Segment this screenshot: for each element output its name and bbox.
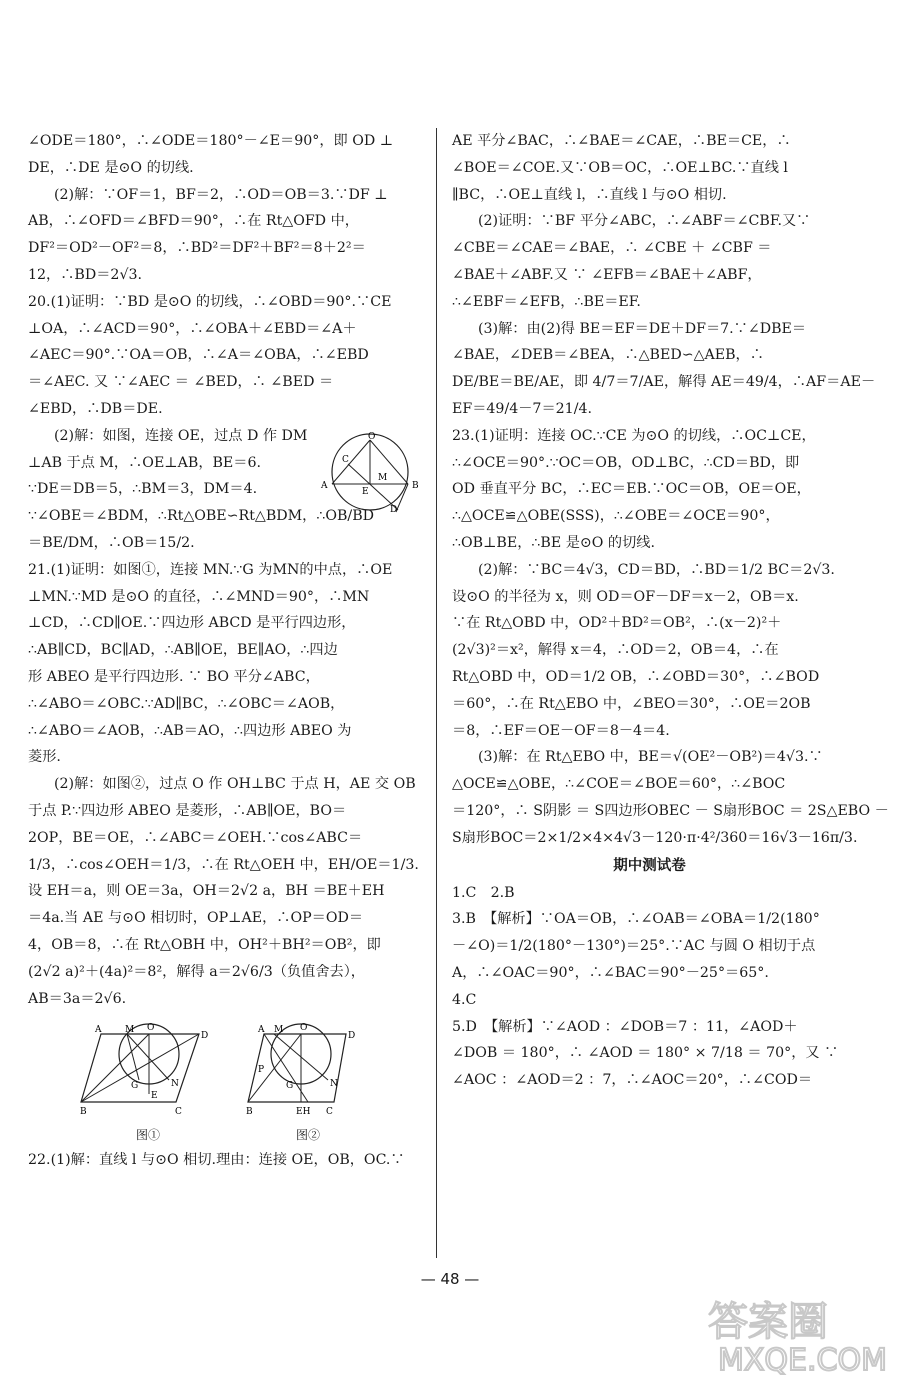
problem-22-start: 22.(1)解：直线 l 与⊙O 相切.理由：连接 OE，OB，OC.∵: [28, 1152, 405, 1169]
right-text-line: (3)解：在 Rt△EBO 中，BE＝√(OE²－OB²)＝4√3.∵: [478, 749, 823, 766]
left-text-line: 设 EH＝a，则 OE＝3a，OH＝2√2 a，BH ＝BE＋EH: [28, 883, 385, 900]
answer-line: 3.B 【解析】∵OA＝OB，∴∠OAB＝∠OBA＝1/2(180°: [452, 911, 820, 928]
watermark-chars: 答案圈: [708, 1299, 828, 1345]
left-text-line: (2√2 a)²＋(4a)²＝8²，解得 a＝2√6/3（负值舍去），: [28, 963, 365, 980]
right-text-line: ∠BAE＋∠ABF.又 ∵ ∠EFB＝∠BAE＋∠ABF，: [452, 266, 762, 283]
figure-1: [81, 1018, 216, 1143]
left-text-line: ∠EBD，∴DB＝DE.: [28, 400, 163, 417]
svg-text:N: N: [329, 1079, 338, 1090]
answer-line: 4.C: [452, 991, 477, 1008]
right-text-line: AE 平分∠BAC，∴∠BAE＝∠CAE，∴BE＝CE，∴: [452, 133, 791, 149]
answer-line: 5.D 【解析】∵∠AOD ：∠DOB＝7 ：11，∠AOD＋: [452, 1018, 798, 1035]
left-text-line: 1/3，∴cos∠OEH＝1/3，∴在 Rt△OEH 中，EH/OE＝1/3.: [28, 856, 419, 873]
answers-block: [452, 880, 847, 1094]
svg-text:G: G: [130, 1081, 138, 1092]
right-text-line: ∴∠OCE＝90°.∵OC＝OB，OD⊥BC，∴CD＝BD，即: [452, 454, 800, 471]
svg-text:E: E: [362, 487, 369, 497]
svg-text:P: P: [257, 1065, 264, 1076]
right-text-line: EF＝49/4－7＝21/4.: [452, 400, 593, 417]
svg-text:G: G: [285, 1081, 293, 1092]
svg-text:M: M: [378, 473, 388, 483]
left-text-line: ⊥OA，∴∠ACD＝90°，∴∠OBA＋∠EBD＝∠A＋: [28, 320, 357, 337]
svg-text:D: D: [390, 505, 398, 515]
svg-text:C: C: [174, 1107, 182, 1118]
svg-text:EH: EH: [295, 1107, 310, 1118]
left-text-line: ∠ODE＝180°，∴∠ODE＝180°－∠E＝90°，即 OD ⊥: [28, 133, 394, 149]
svg-text:M: M: [124, 1025, 134, 1036]
svg-text:A: A: [321, 481, 328, 491]
right-text-line: 23.(1)证明：连接 OC.∵CE 为⊙O 的切线，∴OC⊥CE，: [452, 427, 816, 444]
right-text-line: DE/BE＝BE/AE，即 4/7＝7/AE，解得 AE＝49/4，∴AF＝AE－: [452, 374, 876, 391]
left-text-line: ＝BE/DM，∴OB＝15/2.: [28, 534, 195, 551]
svg-text:B: B: [79, 1107, 87, 1118]
figures-row: [28, 1018, 423, 1143]
left-text-line: (2)解：如图，连接 OE，过点 D 作 DM: [54, 427, 308, 444]
right-text-line: ＝60°，∴在 Rt△EBO 中，∠BEO＝30°，∴OE＝2OB: [452, 695, 811, 712]
right-text-line: (3)解：由(2)得 BE＝EF＝DE＋DF＝7.∵∠DBE＝: [478, 320, 807, 337]
left-column: [28, 128, 423, 1174]
left-text-line: 于点 P.∵四边形 ABEO 是菱形，∴AB∥OE，BO＝: [28, 802, 347, 819]
right-column: [452, 128, 889, 1094]
left-text-block: [28, 128, 423, 1012]
right-text-line: 设⊙O 的半径为 x，则 OD＝OF－DF＝x－2，OB＝x.: [452, 588, 799, 605]
right-text-line: ∠BOE＝∠COE.又∵OB＝OC，∴OE⊥BC.∵直线 l: [452, 159, 788, 176]
watermark-logo: [698, 1290, 887, 1380]
right-text-line: ∵在 Rt△OBD 中，OD²＋BD²＝OB²，∴(x－2)²＋: [452, 615, 782, 632]
left-text-line: 21.(1)证明：如图①，连接 MN.∵G 为MN的中点，∴OE: [28, 561, 393, 578]
left-text-line: DE，∴DE 是⊙O 的切线.: [28, 159, 194, 176]
left-text-line: ∵DE＝DB＝5，∴BM＝3，DM＝4.: [28, 481, 258, 498]
svg-text:O: O: [368, 432, 376, 442]
problem-20-figure: [318, 432, 423, 518]
svg-text:O: O: [299, 1023, 307, 1034]
left-text-line: ⊥MN.∵MD 是⊙O 的直径，∴∠MND＝90°，∴MN: [28, 588, 370, 605]
left-text-line: AB＝3a＝2√6.: [28, 990, 127, 1007]
right-text-line: (2)证明：∵BF 平分∠ABC，∴∠ABF＝∠CBF.又∵: [478, 213, 811, 230]
answer-line: ∠AOC ：∠AOD＝2 ：7，∴∠AOC＝20°，∴∠COD＝: [452, 1072, 813, 1089]
svg-text:C: C: [342, 455, 349, 465]
left-text-line: ∴∠ABO＝∠OBC.∵AD∥BC，∴∠OBC＝∠AOB，: [28, 695, 345, 712]
answer-line: ∠DOB ＝ 180°，∴ ∠AOD ＝ 180° × 7/18 ＝ 70°，又 ∵: [452, 1045, 839, 1062]
right-text-line: ∠BAE，∠DEB＝∠BEA，∴△BED∽△AEB，∴: [452, 347, 764, 364]
left-text-line: 4，OB＝8，∴在 Rt△OBH 中，OH²＋BH²＝OB²，即: [28, 936, 381, 953]
svg-text:B: B: [245, 1107, 253, 1118]
svg-text:A: A: [257, 1025, 264, 1036]
right-text-line: ∴OB⊥BE，∴BE 是⊙O 的切线.: [452, 534, 656, 551]
svg-text:C: C: [325, 1107, 333, 1118]
left-text-line: ⊥AB 于点 M，∴OE⊥AB，BE＝6.: [28, 454, 262, 471]
left-text-line: ＝4a.当 AE 与⊙O 相切时，OP⊥AE，∴OP＝OD＝: [28, 910, 364, 927]
page-number: — 48 —: [420, 1270, 480, 1288]
svg-text:A: A: [94, 1025, 101, 1036]
answer-line: －∠O)＝1/2(180°－130°)＝25°.∵AC 与圆 O 相切于点: [452, 938, 816, 955]
right-text-line: OD 垂直平分 BC，∴EC＝EB.∵OC＝OB，OE＝OE，: [452, 481, 811, 498]
left-text-line: DF²＝OD²－OF²＝8，∴BD²＝DF²＋BF²＝8＋2²＝: [28, 240, 366, 257]
right-text-line: △OCE≌△OBE，∴∠COE＝∠BOE＝60°，∴∠BOC: [452, 776, 786, 793]
answer-line: 1.C 2.B: [452, 884, 515, 901]
left-text-line: 20.(1)证明：∵BD 是⊙O 的切线，∴∠OBD＝90°.∵CE: [28, 293, 392, 310]
right-text-line: ∴△OCE≌△OBE(SSS)，∴∠OBE＝∠OCE＝90°，: [452, 508, 780, 525]
left-text-line: 菱形.: [28, 749, 61, 766]
right-text-line: ＝8，∴EF＝OE－OF＝8－4＝4.: [452, 722, 670, 739]
figure-1-caption: 图①: [135, 1128, 160, 1143]
left-text-line: 12，∴BD＝2√3.: [28, 266, 143, 283]
left-text-line: ⊥CD，∴CD∥OE.∵四边形 ABCD 是平行四边形，: [28, 615, 356, 632]
right-text-line: ＝120°，∴ S阴影 ＝ S四边形OBEC － S扇形BOC ＝ 2S△EBO －: [452, 802, 889, 819]
right-text-block: [452, 128, 889, 852]
right-text-line: ∴∠EBF＝∠EFB，∴BE＝EF.: [452, 293, 641, 310]
right-text-line: (2√3)²＝x²，解得 x＝4，∴OD＝2，OB＝4，∴在: [452, 642, 779, 659]
svg-text:M: M: [273, 1025, 283, 1036]
left-text-line: (2)解：∵OF＝1，BF＝2，∴OD＝OB＝3.∵DF ⊥: [54, 186, 388, 203]
left-text-line: (2)解：如图②，过点 O 作 OH⊥BC 于点 H，AE 交 OB: [54, 776, 416, 793]
right-text-line: S扇形BOC＝2×1/2×4×4√3－120·π·4²/360＝16√3－16π/3.: [452, 829, 858, 846]
svg-text:O: O: [146, 1023, 154, 1034]
left-text-line: ∵∠OBE＝∠BDM，∴Rt△OBE∽Rt△BDM，∴OB/BD: [28, 508, 375, 525]
watermark-text: MXQE.COM: [718, 1343, 887, 1378]
svg-text:D: D: [347, 1031, 355, 1042]
right-text-line: (2)解：∵BC＝4√3，CD＝BD，∴BD＝1/2 BC＝2√3.: [478, 561, 835, 578]
answer-line: A，∴∠OAC＝90°，∴∠BAC＝90°－25°＝65°.: [452, 964, 769, 981]
svg-text:E: E: [150, 1091, 158, 1102]
svg-text:B: B: [412, 481, 419, 491]
left-text-line: 形 ABEO 是平行四边形. ∵ BO 平分∠ABC，: [28, 668, 320, 685]
left-text-line: ∴AB∥CD，BC∥AD，∴AB∥OE，BE∥AO，∴四边: [28, 642, 338, 659]
figure-2-caption: 图②: [295, 1128, 320, 1143]
left-text-line: AB，∴∠OFD＝∠BFD＝90°，∴在 Rt△OFD 中，: [28, 213, 359, 230]
right-text-line: Rt△OBD 中，OD＝1/2 OB，∴∠OBD＝30°，∴∠BOD: [452, 668, 820, 685]
section-title: 期中测试卷: [613, 857, 686, 874]
svg-text:N: N: [170, 1079, 179, 1090]
svg-text:D: D: [200, 1031, 208, 1042]
left-text-line: ∠AEC＝90°.∵OA＝OB，∴∠A＝∠OBA，∴∠EBD: [28, 347, 369, 364]
left-text-line: ＝∠AEC. 又 ∵∠AEC ＝ ∠BED，∴ ∠BED ＝: [28, 374, 334, 391]
right-text-line: ∥BC，∴OE⊥直线 l，∴直线 l 与⊙O 相切.: [452, 186, 727, 203]
left-text-line: ∴∠ABO＝∠AOB，∴AB＝AO，∴四边形 ABEO 为: [28, 722, 352, 739]
left-text-line: 2OP，BE＝OE，∴∠ABC＝∠OEH.∵cos∠ABC＝: [28, 829, 363, 846]
figure-2: [246, 1018, 371, 1143]
column-divider: [436, 128, 437, 1258]
right-text-line: ∠CBE＝∠CAE＝∠BAE，∴ ∠CBE ＋ ∠CBF ＝: [452, 240, 772, 257]
